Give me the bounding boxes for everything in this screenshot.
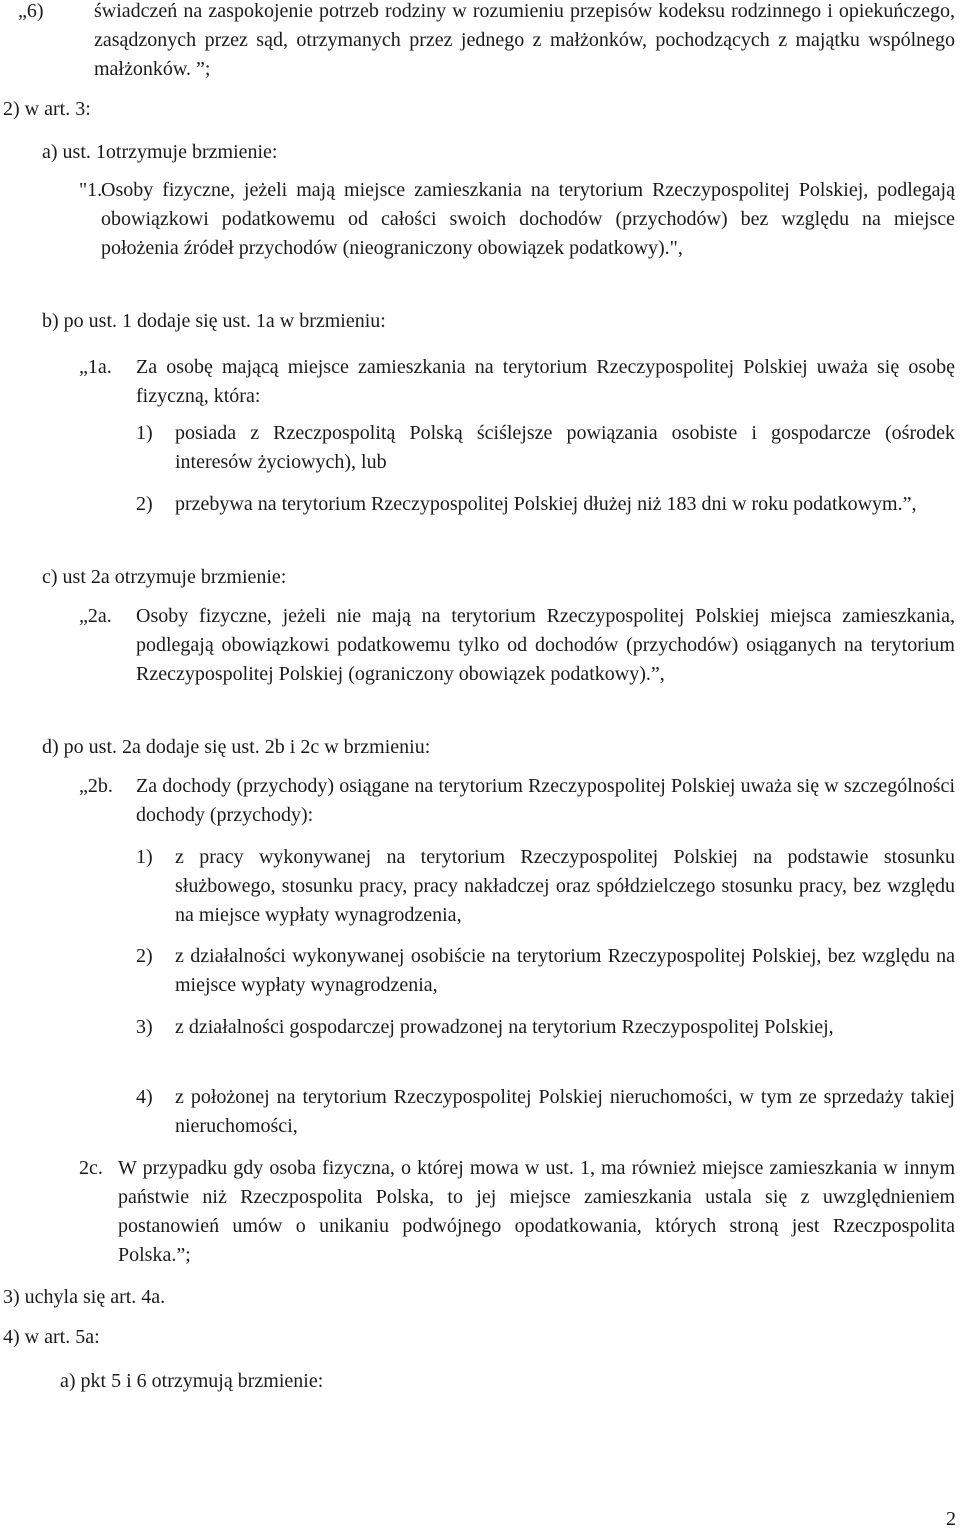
item-label: b) [42, 310, 59, 332]
item-label: „6) [18, 0, 44, 22]
item-label: „1a. [79, 356, 112, 378]
item-label: d) [42, 736, 59, 758]
item-text: w art. 3: [24, 98, 91, 120]
item-c [42, 563, 286, 592]
item-4 [3, 1323, 100, 1352]
item-4a [60, 1367, 323, 1396]
item-label: c) [42, 566, 58, 588]
quote-2a [79, 602, 955, 689]
item-text: Za dochody (przychody) osiągane na terytorium Rzeczypospolitej Polskiej uważa się w szczególności dochody (przychody): [136, 775, 955, 826]
item-text: z działalności gospodarczej prowadzonej na terytorium Rzeczypospolitej Polskiej, [175, 1016, 834, 1038]
item-text: posiada z Rzeczpospolitą Polską ściślejsze powiązania osobiste i gospodarcze (ośrodek interesów życiowych), lub [175, 422, 955, 473]
item-a [42, 138, 278, 167]
item-3 [3, 1283, 165, 1312]
item-text: uchyla się art. 4a. [24, 1286, 166, 1308]
item-2 [3, 95, 91, 124]
item-text: Za osobę mającą miejsce zamieszkania na terytorium Rzeczypospolitej Polskiej uważa się osobę fizyczną, która: [136, 356, 955, 407]
quote-2b [79, 772, 955, 830]
item-text: ust. 1otrzymuje brzmienie: [62, 141, 278, 163]
sub-item-2b-3 [136, 1013, 955, 1042]
sub-item-2 [136, 490, 955, 519]
item-label: „2b. [79, 775, 113, 797]
item-label: 2) [3, 98, 20, 120]
item-label: 2c. [79, 1157, 103, 1179]
item-text: Osoby fizyczne, jeżeli mają miejsce zamieszkania na terytorium Rzeczypospolitej Polskiej, podlegają obowiązkowi podatkowemu od całości swoich dochodów (przychodów) bez względu na miejsce położenia źródeł przychodów (nieograniczony obowiązek podatkowy).", [101, 179, 955, 259]
item-label: 2) [136, 493, 153, 515]
item-label: 4) [136, 1086, 153, 1108]
item-6 [18, 0, 955, 84]
item-b [42, 307, 386, 336]
item-text: Osoby fizyczne, jeżeli nie mają na terytorium Rzeczypospolitej Polskiej miejsca zamieszkania, podlegają obowiązkowi podatkowemu tylko od dochodów (przychodów) osiąganych na terytorium Rzeczypospolitej Polskiej (ograniczony obowiązek podatkowy).”, [136, 605, 955, 685]
item-d [42, 733, 430, 762]
page-number: 2 [946, 1508, 956, 1530]
item-text: pkt 5 i 6 otrzymują brzmienie: [80, 1370, 324, 1392]
item-label: a) [42, 141, 58, 163]
item-text: po ust. 2a dodaje się ust. 2b i 2c w brzmieniu: [63, 736, 431, 758]
item-text: ust 2a otrzymuje brzmienie: [62, 566, 287, 588]
item-text: po ust. 1 dodaje się ust. 1a w brzmieniu: [63, 310, 386, 332]
sub-item-2b-4 [136, 1083, 955, 1141]
item-text: W przypadku gdy osoba fizyczna, o której mowa w ust. 1, ma również miejsce zamieszkania w innym państwie niż Rzeczpospolita Polska, to jej miejsce zamieszkania ustala się z uwzględnieniem postanowień umów o unikaniu podwójnego opodatkowania, których stroną jest Rzeczpospolita Polska.”; [118, 1157, 955, 1266]
item-label: "1. [79, 179, 103, 201]
item-label: 3) [3, 1286, 20, 1308]
item-text: świadczeń na zaspokojenie potrzeb rodziny w rozumieniu przepisów kodeksu rodzinnego i opiekuńczego, zasądzonych przez sąd, otrzymanych przez jednego z małżonków, pochodzących z majątku wspólnego małżonków. ”; [94, 0, 955, 80]
item-label: 2) [136, 945, 153, 967]
quote-1 [79, 176, 955, 263]
item-text: z położonej na terytorium Rzeczypospolitej Polskiej nieruchomości, w tym ze sprzedaży takiej nieruchomości, [175, 1086, 955, 1137]
item-label: a) [60, 1370, 76, 1392]
quote-1a [79, 353, 955, 411]
sub-item-1 [136, 419, 955, 477]
sub-item-2b-2 [136, 942, 955, 1000]
item-label: 1) [136, 422, 153, 444]
item-label: „2a. [79, 605, 112, 627]
item-text: z pracy wykonywanej na terytorium Rzeczypospolitej Polskiej na podstawie stosunku służbowego, stosunku pracy, pracy nakładczej oraz spółdzielczego stosunku pracy, bez względu na miejsce wypłaty wynagrodzenia, [175, 846, 955, 926]
item-label: 1) [136, 846, 153, 868]
quote-2c [79, 1154, 955, 1270]
item-text: z działalności wykonywanej osobiście na terytorium Rzeczypospolitej Polskiej, bez względu na miejsce wypłaty wynagrodzenia, [175, 945, 955, 996]
item-label: 3) [136, 1016, 153, 1038]
item-text: przebywa na terytorium Rzeczypospolitej Polskiej dłużej niż 183 dni w roku podatkowym.”, [175, 493, 917, 515]
item-label: 4) [3, 1326, 20, 1348]
sub-item-2b-1 [136, 843, 955, 930]
item-text: w art. 5a: [24, 1326, 100, 1348]
